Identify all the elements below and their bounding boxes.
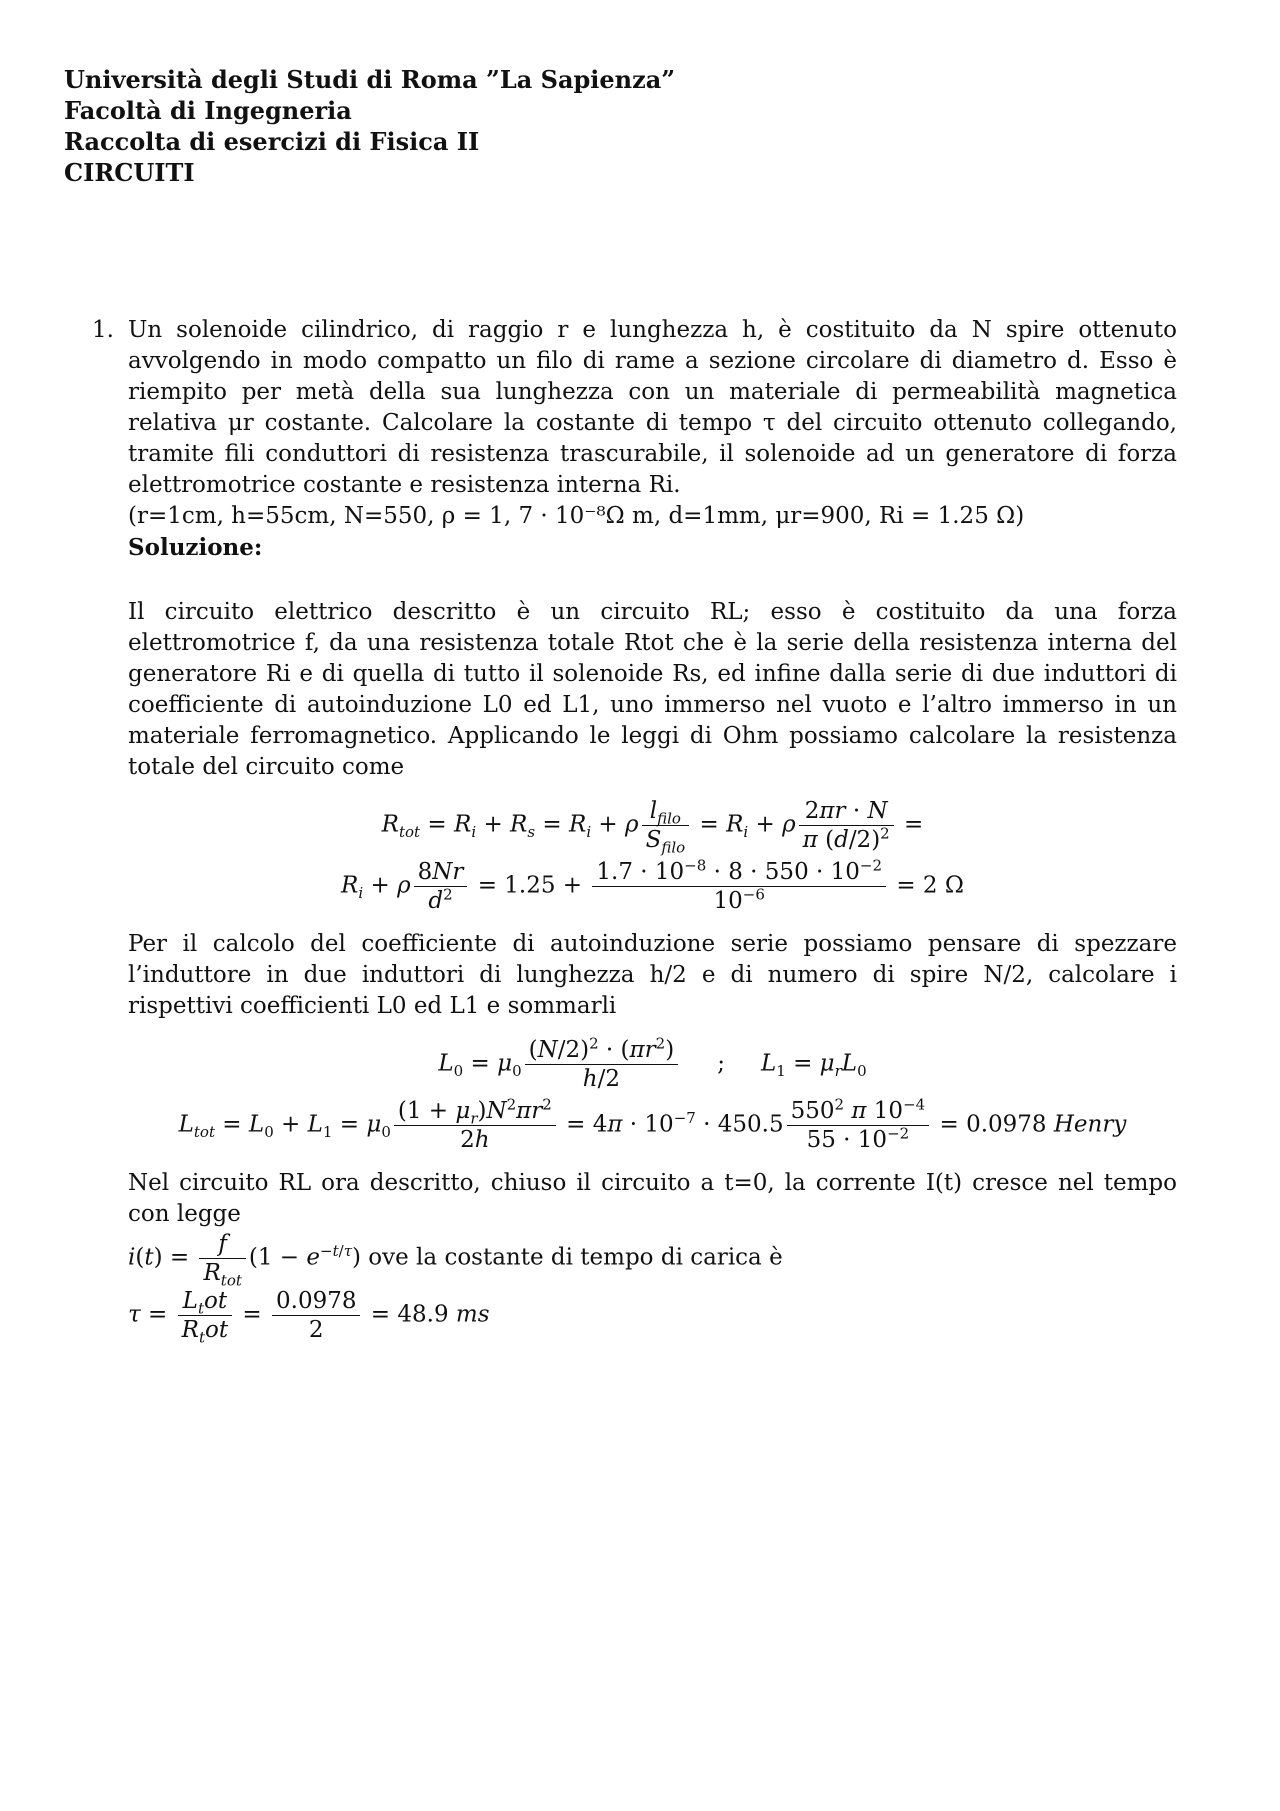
solution-paragraph-3: Nel circuito RL ora descritto, chiuso il circuito a t=0, la corrente I(t) cresce nel tempo con legge	[128, 1170, 1177, 1227]
collection-title: Raccolta di esercizi di Fisica II	[64, 127, 480, 156]
faculty-name: Facoltà di Ingegneria	[64, 96, 352, 125]
exercise-1	[92, 315, 1177, 1347]
equation-inductance	[128, 1036, 1177, 1154]
equation-rtot-line-2: $R_i + \rho$ $\frac{8Nr}{d^2}$ = 1.25 + $\frac{1.7 \cdot 10^{-8} \cdot 8 \cdot 550 \cdot 10^{-2}}{10^{-6}}$ = 2 Ω	[341, 856, 964, 914]
equation-ltot: $L_{tot} = L_0 + L_1 = \mu_0$ $\frac{(1 + \mu_r)N^2\pi r^2}{2h}$ = $4\pi \cdot 10^{-7} \cdot 450.5$ $\frac{550^2 \pi 10^{-4}}{55 \cdot 10^{-2}}$ = 0.0978 Henry	[178, 1095, 1127, 1153]
solution-paragraph-1: Il circuito elettrico descritto è un circuito RL; esso è costituito da una forza elettromotrice f, da una resistenza totale Rtot che è la serie della resistenza interna del generatore Ri e di quella di tutto il solenoide Rs, ed infine dalla serie di due induttori di coefficiente di autoinduzione L0 ed L1, uno immerso nel vuoto e l’altro immerso in un materiale ferromagnetico. Applicando le leggi di Ohm possiamo calcolare la resistenza totale del circuito come	[128, 599, 1177, 780]
solution-heading: Soluzione:	[128, 534, 263, 561]
solution-paragraph-2: Per il calcolo del coefficiente di autoinduzione serie possiamo pensare di spezzare l’induttore in due induttori di lunghezza h/2 e di numero di spire N/2, calcolare i rispettivi coefficienti L0 ed L1 e sommarli	[128, 931, 1177, 1019]
current-tail-text: ove la costante di tempo di carica è	[368, 1244, 783, 1271]
document-header	[64, 64, 675, 188]
equation-rtot	[128, 797, 1177, 915]
problem-text: Un solenoide cilindrico, di raggio r e lunghezza h, è costituito da N spire ottenuto avvolgendo in modo compatto un filo di rame a sezione circolare di diametro d. Esso è riempito per metà della sua lunghezza con un materiale di permeabilità magnetica relativa μr costante. Calcolare la costante di tempo τ del circuito ottenuto collegando, tramite fili conduttori di resistenza trascurabile, il solenoide ad un generatore di forza elettromotrice costante e resistenza interna Ri.	[128, 317, 1177, 498]
equation-current: i(t) = $\frac{f}{R_{tot}}$ $(1 - e^{-t/\tau})$ ove la costante di tempo di carica è	[128, 1231, 783, 1290]
problem-data: (r=1cm, h=55cm, N=550, ρ = 1, 7 · 10⁻⁸Ω m, d=1mm, μr=900, Ri = 1.25 Ω)	[128, 503, 1025, 529]
equation-rtot-line-1: $R_{tot} = R_i + R_s = R_i + \rho$ $\frac{l_{filo}}{S_{filo}}$ = $R_i + \rho$ $\frac{2\pi r \cdot N}{\pi (d/2)^2}$ =	[381, 798, 924, 857]
section-title: CIRCUITI	[64, 158, 195, 187]
equation-l0-l1: $L_0 = \mu_0$ $\frac{(N/2)^2 \cdot (\pi r^2)}{h/2}$ ; $L_1 = \mu_rL_0$	[438, 1034, 867, 1092]
equation-tau: τ = $\frac{L_tot}{R_tot}$ = $\frac{0.0978}{2}$ = 48.9 ms	[128, 1288, 490, 1347]
university-name: Università degli Studi di Roma ”La Sapienza”	[64, 65, 676, 94]
exercise-number: 1.	[92, 317, 114, 343]
